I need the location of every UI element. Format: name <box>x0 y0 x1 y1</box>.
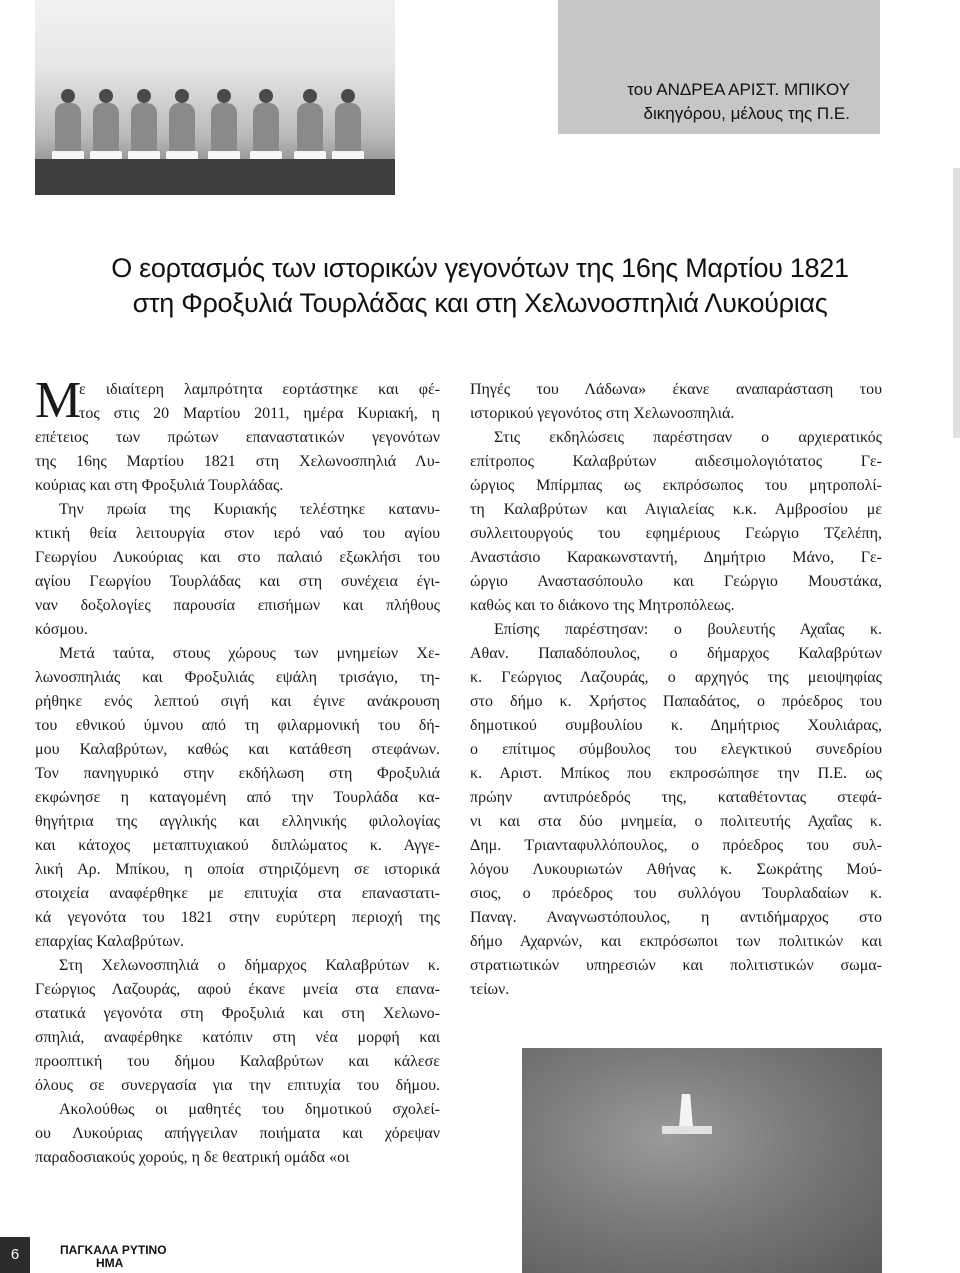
article-title-line-2: στη Φροξυλιά Τουρλάδας και στη Χελωνοσπηλιά Λυκούριας <box>132 288 828 318</box>
article-text-line: Γεώργιος Λαζουράς, αφού έκανε μνεία στα επανα- <box>35 981 440 998</box>
article-text-line: στρατιωτικών υπηρεσιών και πολιτιστικών σωμα- <box>470 957 882 974</box>
article-text-line: νι και στα δύο μνημεία, ο πολιτευτής Αχαΐας κ. <box>470 813 882 830</box>
header-photo-evzones <box>35 0 395 195</box>
monument-landscape-photo <box>522 1048 882 1273</box>
article-text-line: επέτειος των πρώτων επαναστατικών γεγονότων <box>35 429 440 446</box>
article-text-line: στατικά γεγονότα στη Φροξυλιά και στη Χελωνο- <box>35 1005 440 1022</box>
article-text-line: προοπτική του δήμου Καλαβρύτων και κάλεσε <box>35 1053 440 1070</box>
article-text-line: ρήθηκε ενός λεπτού σιγή και έγινε ανάκρουση <box>35 693 440 710</box>
page-number: 6 <box>10 1246 20 1263</box>
article-text-line: αγίου Γεωργίου Τουρλάδας και στη συνέχεια έγι- <box>35 573 440 590</box>
article-text-line: επίτροπος Καλαβρύτων αιδεσιμολογιότατος Γε- <box>470 453 882 470</box>
article-text-line: ώργιο Αναστασόπουλο και Γεώργιο Μουστάκα, <box>470 573 882 590</box>
logo-line-2: ΗΜΑ <box>96 1256 124 1270</box>
article-text-line: κ. Γεώργιος Λαζουράς, ο αρχηγός της μειοψηφίας <box>470 669 882 686</box>
article-text-line: εκφώνησε η καταγομένη από την Τουρλάδα κα- <box>35 789 440 806</box>
article-text-line: του εθνικού ύμνου από τη φιλαρμονική του δή- <box>35 717 440 734</box>
article-text-line: κτική θεία λειτουργία στον ιερό ναό του αγίου <box>35 525 440 542</box>
article-text-line: καθώς και το διάκονο της Μητροπόλεως. <box>470 597 735 614</box>
publication-logo <box>60 1244 167 1270</box>
article-text-line: τος στις 20 Μαρτίου 2011, ημέρα Κυριακή, η <box>79 405 440 422</box>
article-text-line: ναν δοξολογίες παρουσία επισήμων και πλήθους <box>35 597 440 614</box>
article-text-line: όλους σε συνεργασία για την επιτυχία του δήμου. <box>35 1077 440 1094</box>
article-text-line: δήμο Αχαρνών, και εκπρόσωποι των πολιτικών και <box>470 933 882 950</box>
article-text-line: πρώην αντιπρόεδρός της, καταθέτοντας στεφά- <box>470 789 882 806</box>
article-text-line: δημοτικού συμβουλίου κ. Δημήτριος Χουλιάρας, <box>470 717 882 734</box>
article-text-line: ε ιδιαίτερη λαμπρότητα εορτάστηκε και φέ- <box>79 381 440 398</box>
article-text-line: στοιχεία αναφέρθηκε με επιτυχία στα επαναστατι- <box>35 885 440 902</box>
author-box <box>558 0 880 134</box>
article-text-line: ο επίτιμος σύμβουλος του ελεγκτικού συνεδρίου <box>470 741 882 758</box>
article-text-line: Στις εκδηλώσεις παρέστησαν ο αρχιερατικός <box>494 429 882 446</box>
article-text-line: λική Αρ. Μπίκου, η οποία στηριζόμενη σε ιστορικά <box>35 861 440 878</box>
article-text-line: Στη Χελωνοσπηλιά ο δήμαρχος Καλαβρύτων κ. <box>59 957 440 974</box>
article-text-line: Επίσης παρέστησαν: ο βουλευτής Αχαΐας κ. <box>494 621 882 638</box>
article-text-line: Γεωργίου Λυκούριας και στο παλαιό εξωκλήσι του <box>35 549 440 566</box>
article-text-line: επαρχίας Καλαβρύτων. <box>35 933 185 950</box>
article-text-line: τη Καλαβρύτων και Αιγιαλείας κ.κ. Αμβροσίου με <box>470 501 882 518</box>
article-text-line: και κάτοχος μεταπτυχιακού διπλώματος κ. Αγγε- <box>35 837 440 854</box>
article-text-line: κ. Αριστ. Μπίκος που εκπροσώπησε την Π.Ε. ως <box>470 765 882 782</box>
article-text-line: Αθαν. Παπαδόπουλος, ο δήμαρχος Καλαβρύτων <box>470 645 882 662</box>
article-text-line: λωνοσπηλιάς και Φροξυλιάς εψάλη τρισάγιο, τη- <box>35 669 440 686</box>
article-text-line: κά γεγονότα του 1821 στην ευρύτερη περιοχή της <box>35 909 440 926</box>
article-text-line: Δημ. Τριανταφυλλόπουλος, ο πρόεδρος του συλ- <box>470 837 882 854</box>
article-text-line: Πηγές του Λάδωνα» έκανε αναπαράσταση του <box>470 381 882 398</box>
article-text-line: σπηλιά, αναφέρθηκε κατόπιν στη νέα μορφή και <box>35 1029 440 1046</box>
article-text-line: στο δήμο κ. Χρήστος Παπαδάτος, ο πρόεδρος του <box>470 693 882 710</box>
article-text-line: της 16ης Μαρτίου 1821 στη Χελωνοσπηλιά Λυ- <box>35 453 440 470</box>
article-text-line: μου Καλαβρύτων, καθώς και κατάθεση στεφάνων. <box>35 741 440 758</box>
page-number-box <box>0 1237 30 1273</box>
article-text-line: Αναστάσιο Καρακωνσταντή, Δημήτριο Μάνο, Γε- <box>470 549 882 566</box>
article-text-line: λόγου Λυκουριωτών Αθήνας κ. Σωκράτης Μού- <box>470 861 882 878</box>
author-name: του ΑΝΔΡΕΑ ΑΡΙΣΤ. ΜΠΙΚΟΥ <box>627 80 850 99</box>
author-title: δικηγόρου, μέλους της Π.Ε. <box>643 104 850 123</box>
article-text-line: Τον πανηγυρικό στην εκδήλωση στη Φροξυλιά <box>35 765 440 782</box>
drop-cap: Μ <box>35 372 82 429</box>
article-text-line: ώργιος Μπίρμπας ως εκπρόσωπος του μητροπολί- <box>470 477 882 494</box>
article-text-line: Μετά ταύτα, στους χώρους των μνημείων Χε- <box>59 645 440 662</box>
article-text-line: ιστορικού γεγονότος στη Χελωνοσπηλιά. <box>470 405 735 422</box>
logo-line-1: ΠΑΓΚΑΛΑ ΡΥΤΙΝΟ <box>60 1243 167 1257</box>
article-text-line: σιος, ο πρόεδρος του συλλόγου Τουρλαδαίων κ. <box>470 885 882 902</box>
article-text-line: θηγήτρια της αγγλικής και ελληνικής φιλολογίας <box>35 813 440 830</box>
article-title-line-1: Ο εορτασμός των ιστορικών γεγονότων της 16ης Μαρτίου 1821 <box>111 253 849 283</box>
article-text-line: Ακολούθως οι μαθητές του δημοτικού σχολεί- <box>59 1101 440 1118</box>
article-text-line: ου Λυκούριας απήγγειλαν ποιήματα και χόρεψαν <box>35 1125 440 1142</box>
article-right-column <box>470 378 882 1002</box>
article-text-line: παραδοσιακούς χορούς, η δε θεατρική ομάδα «οι <box>35 1149 350 1166</box>
article-text-line: Την πρωία της Κυριακής τελέστηκε κατανυ- <box>59 501 440 518</box>
article-text-line: Παναγ. Αναγνωστόπουλος, η αντιδήμαρχος στο <box>470 909 882 926</box>
article-text-line: τείων. <box>470 981 510 998</box>
article-left-column <box>35 372 440 1170</box>
article-text-line: συλλειτουργούς του εφημέριους Γεώργιο Τζελέπη, <box>470 525 882 542</box>
article-text-line: κούριας και στη Φροξυλιά Τουρλάδας. <box>35 477 284 494</box>
article-text-line: κόσμου. <box>35 621 88 638</box>
